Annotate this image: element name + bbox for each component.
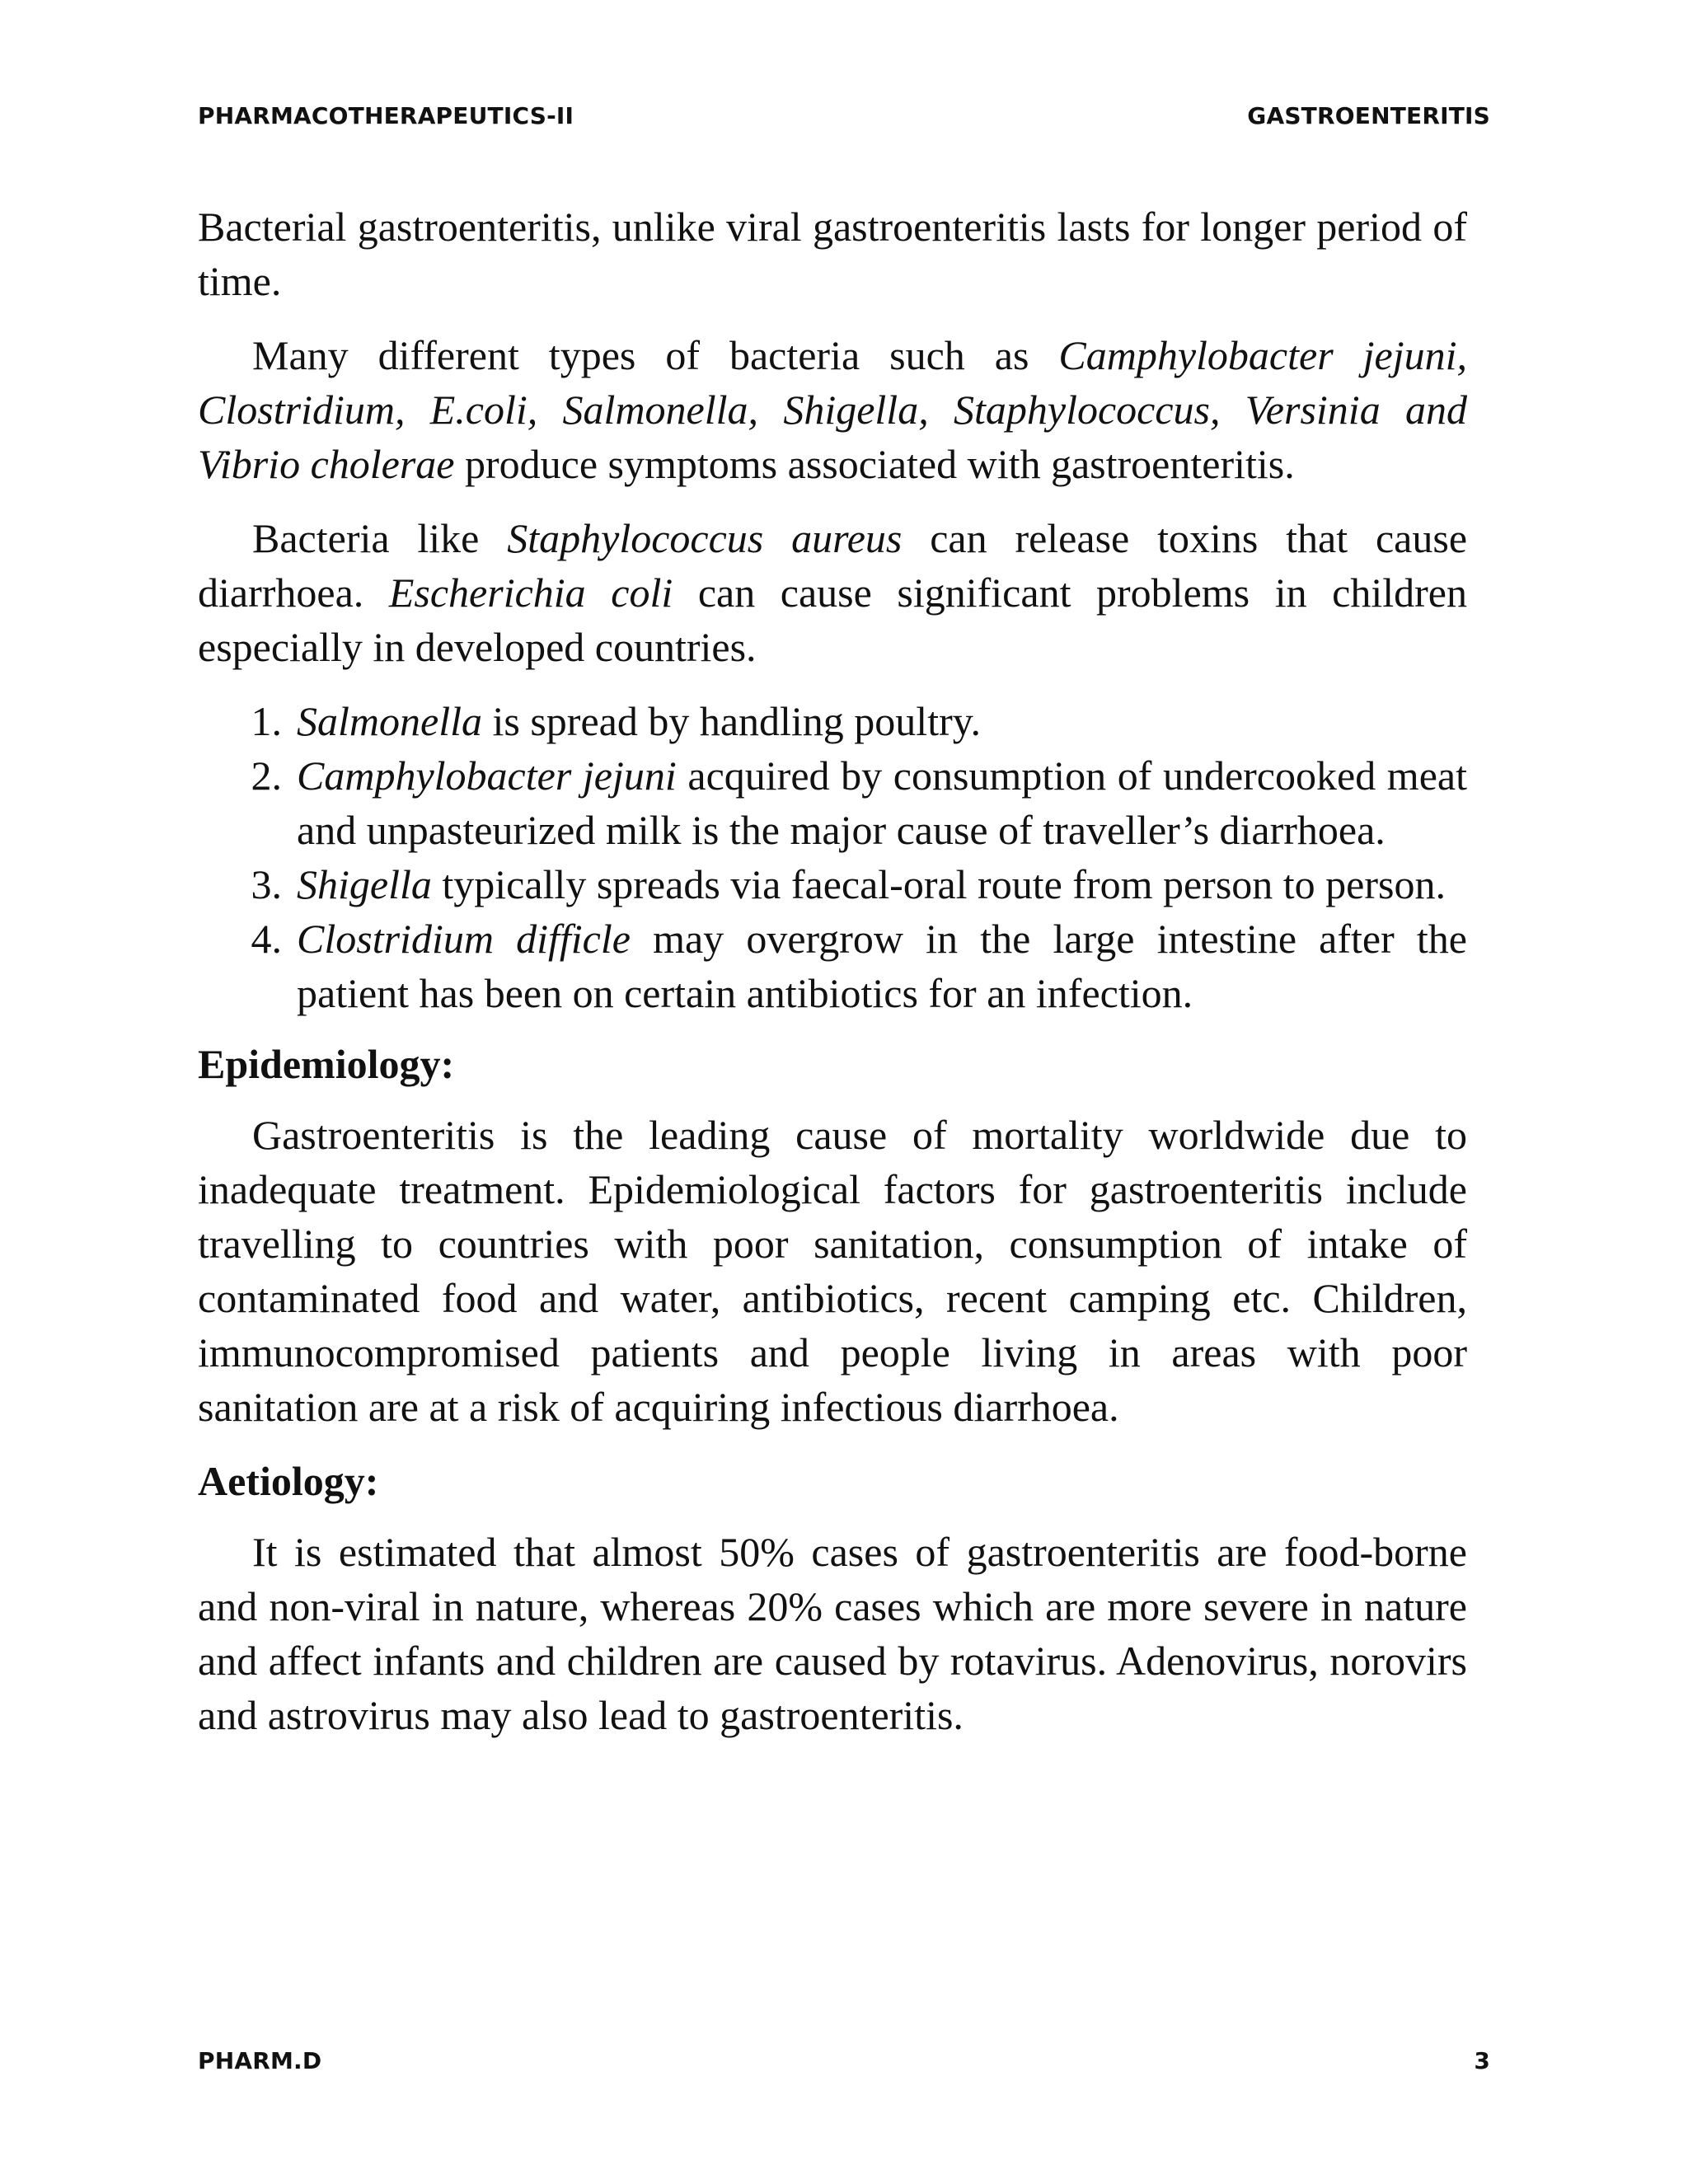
organism-name: Clostridium difficle	[297, 916, 631, 962]
intro-paragraph	[198, 199, 1467, 308]
list-item	[198, 694, 1467, 748]
toxins-tail: can cause significant problems in children especially in developed countries.	[198, 569, 1467, 670]
toxins-mid: can release toxins that cause diarrhoea.	[198, 515, 1468, 616]
list-item-text	[297, 912, 1467, 1020]
toxins-paragraph	[198, 511, 1467, 674]
epidemiology-paragraph	[198, 1108, 1467, 1434]
organism-name: Shigella	[297, 861, 432, 907]
list-item-text	[297, 694, 1467, 748]
header-chapter-title: GASTROENTERITIS	[1247, 102, 1490, 129]
list-marker: 4.	[251, 916, 282, 962]
running-footer	[198, 2047, 1490, 2074]
intro-text: Bacterial gastroenteritis, unlike viral gastroenteritis lasts for longer period of time.	[198, 204, 1467, 304]
bacteria-names: Camphylobacter jejuni, Clostridium, E.coli, Salmonella, Shigella, Staphylococcus, Versinia and Vibrio cholerae	[198, 332, 1467, 487]
epidemiology-heading: Epidemiology:	[198, 1041, 455, 1087]
page-number: 3	[1474, 2047, 1490, 2074]
list-item-description: may overgrow in the large intestine after the patient has been on certain antibiotics for an infection.	[297, 916, 1467, 1016]
running-header	[198, 102, 1490, 129]
footer-program-label: PHARM.D	[198, 2047, 322, 2074]
list-item-description: acquired by consumption of undercooked meat and unpasteurized milk is the major cause of traveller’s diarrhoea.	[297, 752, 1467, 853]
bacteria-spread-list	[198, 694, 1467, 1020]
bacteria-types-tail: produce symptoms associated with gastroenteritis.	[454, 441, 1295, 487]
header-course-title: PHARMACOTHERAPEUTICS-II	[198, 102, 574, 129]
epidemiology-text: Gastroenteritis is the leading cause of mortality worldwide due to inadequate treatment. Epidemiological factors for gastroenteritis include travelling to countries with poor sanitation, consumption of intake of contaminated food and water, antibiotics, recent camping etc. Children, immunocompromised patients and people living in areas with poor sanitation are at a risk of acquiring infectious diarrhoea.	[198, 1112, 1467, 1430]
list-marker: 3.	[251, 861, 282, 907]
list-item-text	[297, 748, 1467, 857]
toxins-lead: Bacteria like	[252, 515, 508, 561]
staph-aureus-name: Staphylococcus aureus	[507, 515, 903, 561]
list-item	[198, 912, 1467, 1020]
list-marker: 1.	[251, 698, 282, 744]
page-body	[198, 199, 1467, 1762]
aetiology-text: It is estimated that almost 50% cases of gastroenteritis are food-borne and non-viral in nature, whereas 20% cases which are more severe in nature and affect infants and children are caused by rotavirus. Adenovirus, norovirs and astrovirus may also lead to gastroenteritis.	[198, 1529, 1467, 1738]
list-item	[198, 857, 1467, 912]
aetiology-heading: Aetiology:	[198, 1458, 379, 1504]
aetiology-paragraph	[198, 1525, 1467, 1742]
bacteria-types-lead: Many different types of bacteria such as	[252, 332, 1059, 378]
organism-name: Salmonella	[297, 698, 482, 744]
list-marker: 2.	[251, 752, 282, 799]
list-item-description: typically spreads via faecal-oral route from person to person.	[431, 861, 1446, 907]
list-item	[198, 748, 1467, 857]
bacteria-types-paragraph	[198, 328, 1467, 491]
list-item-text	[297, 857, 1467, 912]
e-coli-name: Escherichia coli	[388, 569, 673, 616]
list-item-description: is spread by handling poultry.	[481, 698, 981, 744]
organism-name: Camphylobacter jejuni	[297, 752, 677, 799]
